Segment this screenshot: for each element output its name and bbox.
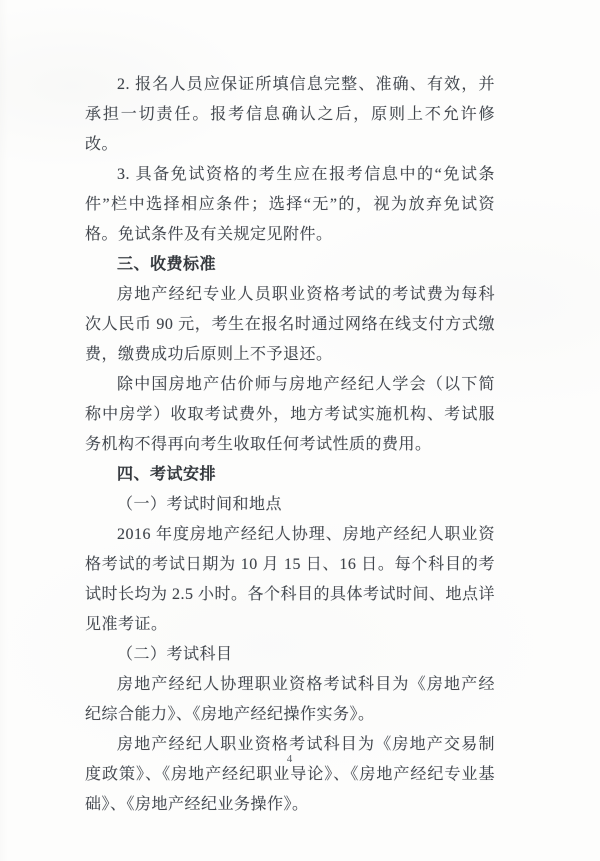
paragraph-agent-subjects: 房地产经纪人职业资格考试科目为《房地产交易制度政策》、《房地产经纪职业导论》、《房地产经纪专业基础》、《房地产经纪业务操作》。 xyxy=(85,736,495,813)
paragraph-exam-dates: 2016 年度房地产经纪人协理、房地产经纪人职业资格考试的考试日期为 10 月 15 日、16 日。每个科目的考试时长均为 2.5 小时。各个科目的具体考试时间、地点详见准考证。 xyxy=(85,526,496,633)
paragraph-registration-2: 2. 报名人员应保证所填信息完整、准确、有效，并承担一切责任。报考信息确认之后，原则上不允许修改。 xyxy=(85,76,495,153)
paragraph-fee-restriction: 除中国房地产估价师与房地产经纪人学会（以下简称中房学）收取考试费外，地方考试实施机构、考试服务机构不得再向考生收取任何考试性质的费用。 xyxy=(85,376,495,453)
paragraph-fee-amount: 房地产经纪专业人员职业资格考试的考试费为每科次人民币 90 元，考生在报名时通过网络在线支付方式缴费，缴费成功后原则上不予退还。 xyxy=(85,286,495,363)
paragraph-registration-3: 3. 具备免试资格的考生应在报考信息中的“免试条件”栏中选择相应条件；选择“无”的，视为放弃免试资格。免试条件及有关规定见附件。 xyxy=(85,166,495,243)
subheading-exam-time-place: （一）考试时间和地点 xyxy=(117,496,283,513)
page-number: 4 xyxy=(286,753,294,765)
section-heading-schedule: 四、考试安排 xyxy=(117,466,217,483)
paragraph-assistant-subjects: 房地产经纪人协理职业资格考试科目为《房地产经纪综合能力》、《房地产经纪操作实务》。 xyxy=(85,676,495,723)
document-content xyxy=(85,70,495,820)
subheading-exam-subjects: （二）考试科目 xyxy=(117,646,233,663)
section-heading-fees: 三、收费标准 xyxy=(117,256,217,273)
